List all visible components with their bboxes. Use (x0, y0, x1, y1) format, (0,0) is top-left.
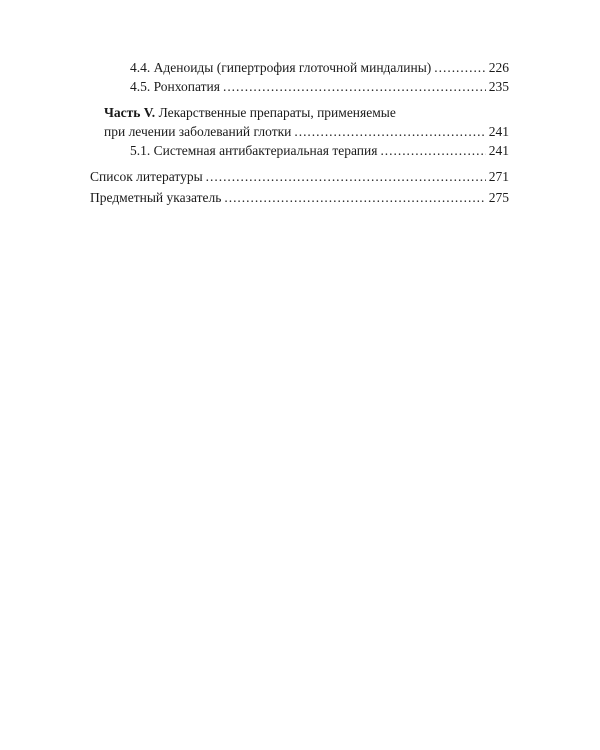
toc-entry-label: Предметный указатель (90, 190, 222, 205)
dot-leader (294, 122, 485, 141)
dot-leader (223, 77, 486, 96)
dot-leader (224, 188, 485, 207)
toc-entry-page: 275 (488, 190, 509, 205)
toc-entry-page: 226 (488, 60, 509, 75)
toc-part-title-line1: Лекарственные препараты, применяемые (158, 105, 396, 120)
toc-entry-label: 5.1. Системная антибактериальная терапия (130, 143, 378, 158)
toc-entry-subject-index (90, 188, 509, 207)
toc-entry-page: 271 (488, 169, 509, 184)
toc-entry-page: 235 (488, 79, 509, 94)
toc-entry-label: 4.4. Аденоиды (гипертрофия глоточной миндалины) (130, 60, 432, 75)
toc-part-title-line2: при лечении заболеваний глотки (104, 124, 292, 139)
toc-entry-label: 4.5. Ронхопатия (130, 79, 220, 94)
toc-entry-page: 241 (488, 143, 509, 158)
toc-part-page: 241 (488, 124, 509, 139)
toc-entry-references (90, 167, 509, 186)
toc-part-prefix: Часть V. (104, 105, 156, 120)
dot-leader (206, 167, 486, 186)
toc-entry-adenoids (90, 58, 509, 77)
toc-entry-label: Список литературы (90, 169, 203, 184)
dot-leader (434, 58, 485, 77)
dot-leader (380, 141, 485, 160)
toc-part-heading (90, 103, 509, 122)
toc-part-heading-cont (90, 122, 509, 141)
table-of-contents (90, 58, 509, 207)
toc-entry-ronchopathy (90, 77, 509, 96)
toc-entry-antibacterial (90, 141, 509, 160)
